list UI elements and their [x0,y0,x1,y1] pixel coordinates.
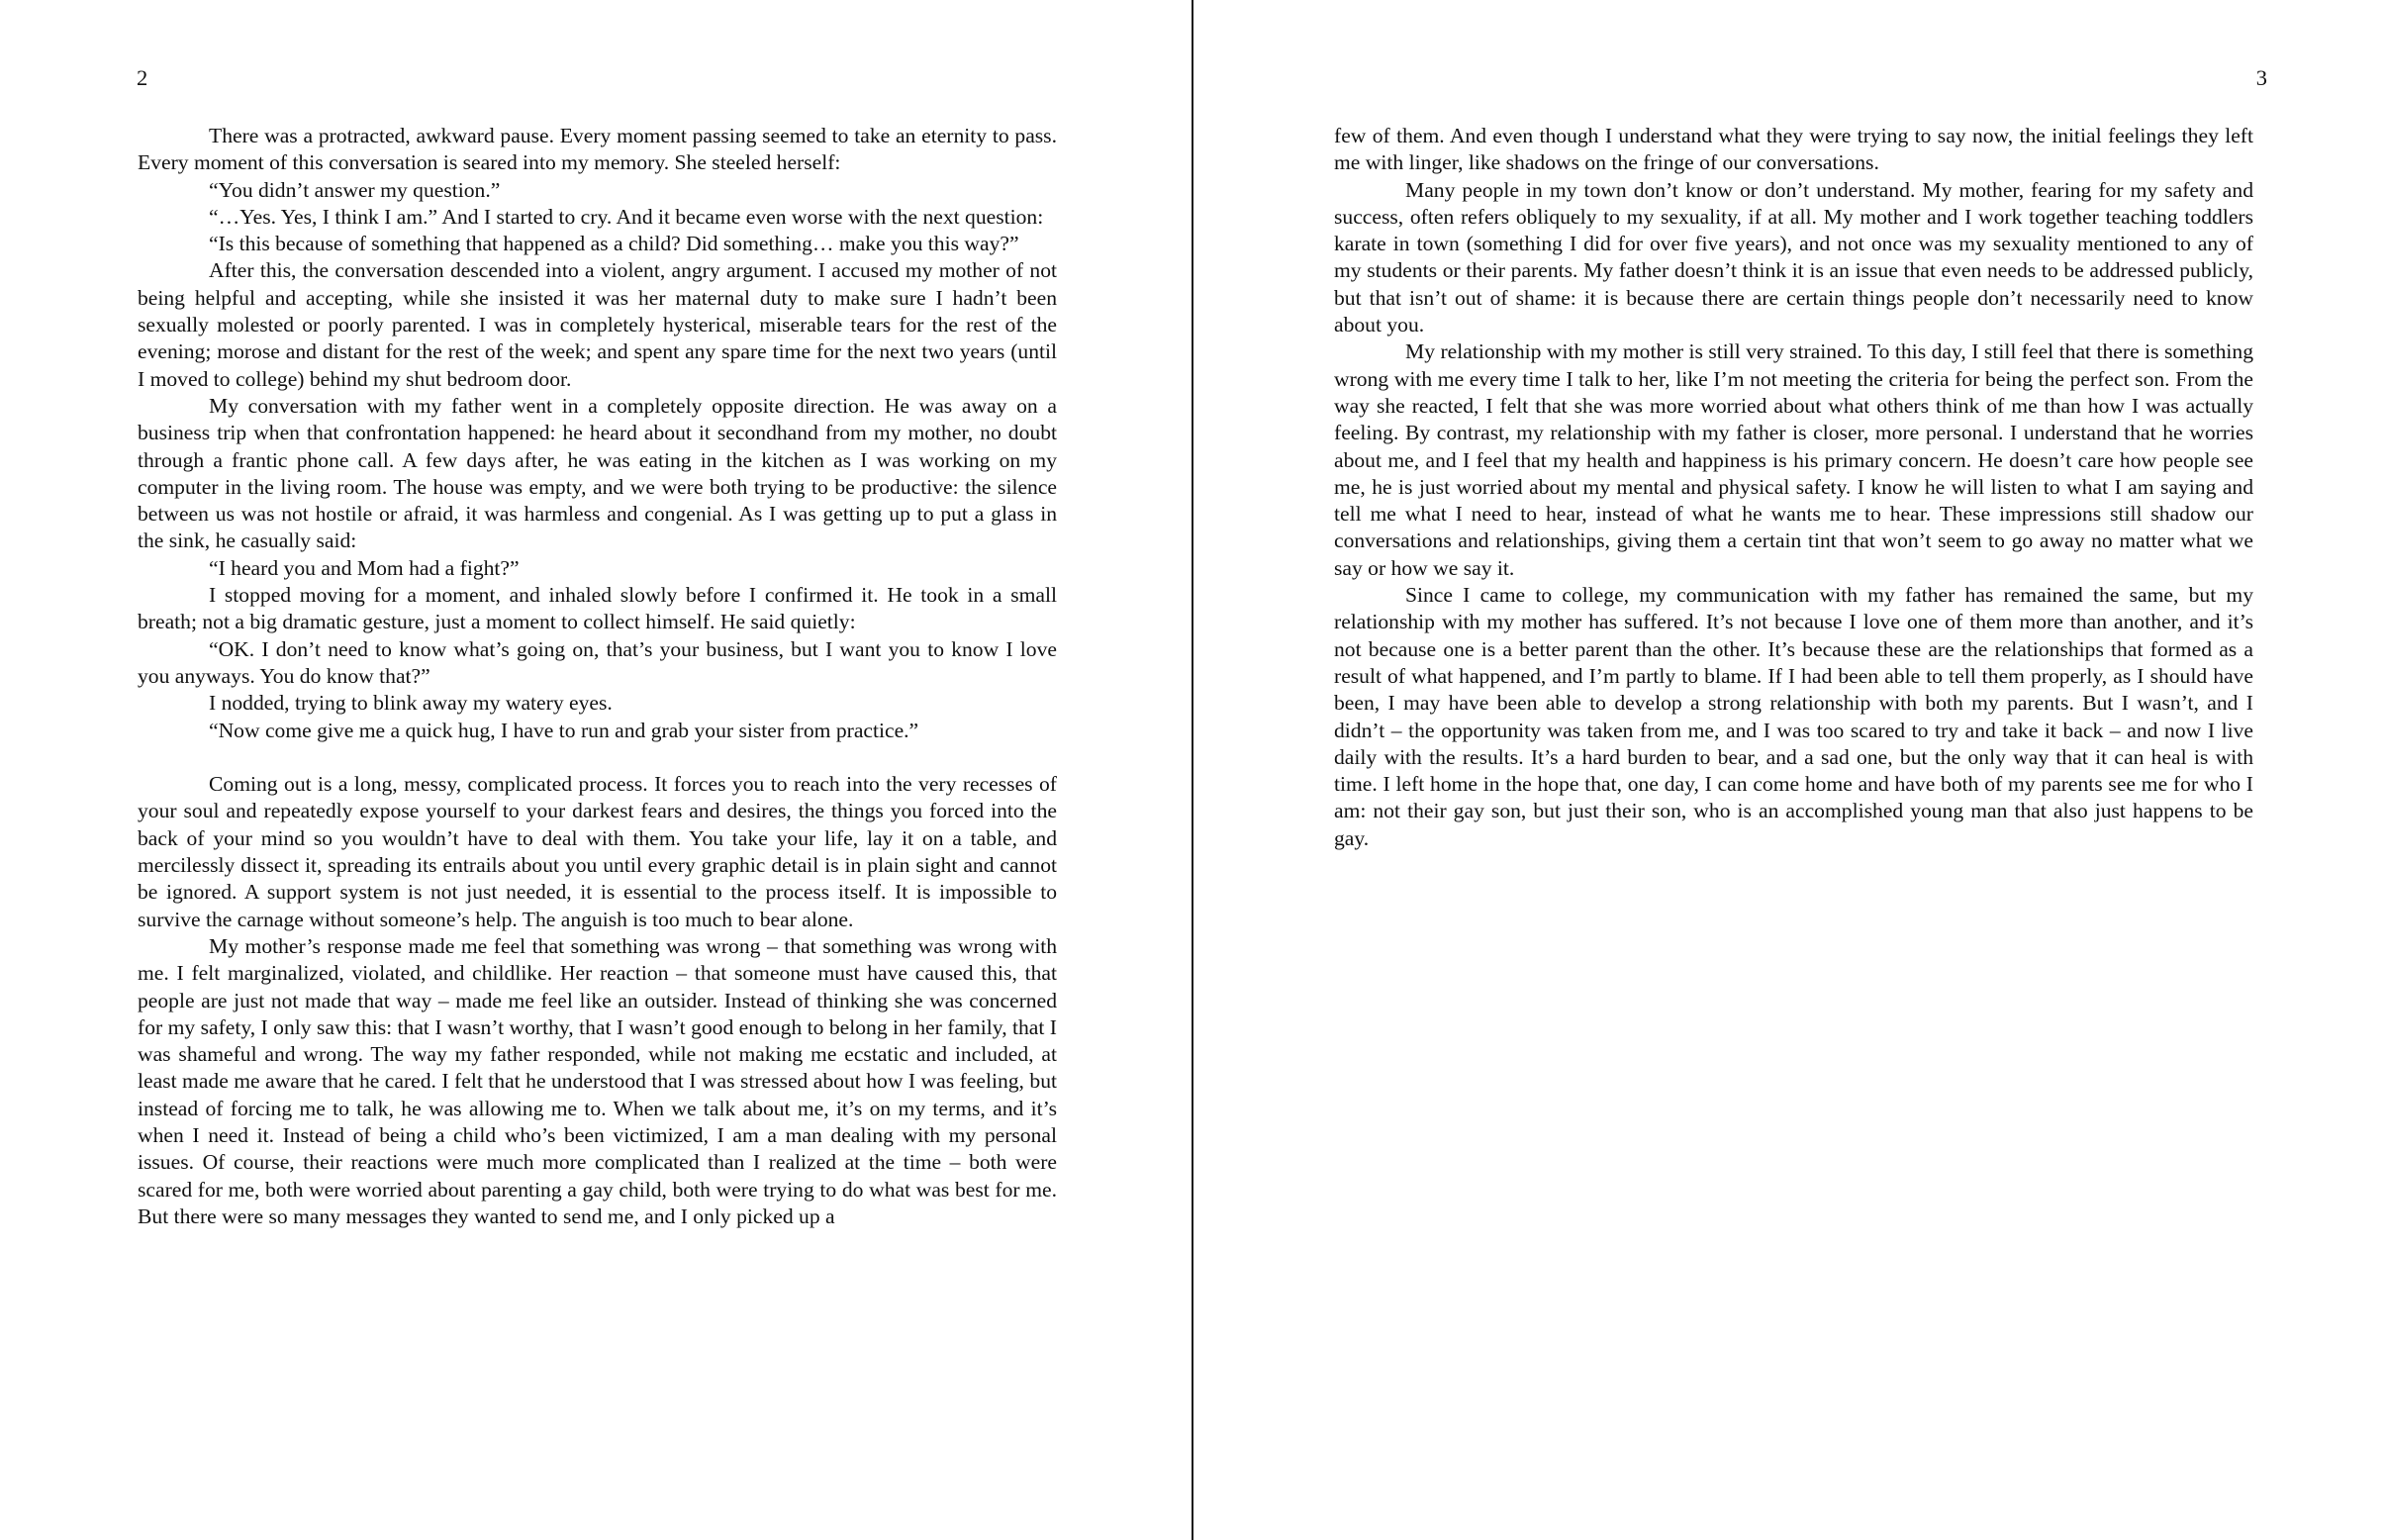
paragraph: There was a protracted, awkward pause. Every moment passing seemed to take an eternity to pass. Every moment of this conversation is seared into my memory. She steeled herself: [138,124,1057,175]
paragraph: “…Yes. Yes, I think I am.” And I started to cry. And it became even worse with the next question: [209,204,1044,229]
paragraph: “Now come give me a quick hug, I have to run and grab your sister from practice.” [209,718,919,742]
paragraph: Many people in my town don’t know or don’t understand. My mother, fearing for my safety and success, often refers obliquely to my sexuality, if at all. My mother and I work together teaching toddlers karate in town (something I did for over five years), and not once was my sexuality mentioned to any of my students or their parents. My father doesn’t think it is an issue that even needs to be addressed publicly, but that isn’t out of shame: it is because there are certain things people don’t necessarily need to know about you. [1334,177,2253,337]
page-number: 3 [2255,65,2267,90]
paragraph: “OK. I don’t need to know what’s going on, that’s your business, but I want you to know I love you anyways. You do know that?” [138,636,1057,688]
right-page [1193,0,2385,1540]
paragraph: Since I came to college, my communication with my father has remained the same, but my relationship with my mother has suffered. It’s not because I love one of them more than another, and it’s not because one is a better parent than the other. It’s because these are the relationships that formed as a result of what happened, and I’m partly to blame. If I had been able to tell them properly, as I should have been, I may have been able to develop a strong relationship with both my parents. But I wasn’t, and I didn’t – the opportunity was taken from me, and I was too scared to try and take it back – and now I live daily with the results. It’s a hard burden to bear, and a sad one, but the only way that it can heal is with time. I left home in the hope that, one day, I can come home and have both of my parents see me for who I am: not their gay son, but just their son, who is an accomplished young man that also just happens to be gay. [1334,583,2253,850]
paragraph: My conversation with my father went in a completely opposite direction. He was away on a business trip when that confrontation happened: he heard about it secondhand from my mother, no doubt through a frantic phone call. A few days after, he was eating in the kitchen as I was working on my computer in the living room. The house was empty, and we were both trying to be productive: the silence between us was not hostile or afraid, it was harmless and congenial. As I was getting up to put a glass in the sink, he casually said: [138,393,1057,553]
paragraph: “I heard you and Mom had a fight?” [209,555,520,580]
paragraph: I nodded, trying to blink away my watery eyes. [209,691,613,716]
left-page [0,0,1192,1540]
paragraph: “Is this because of something that happened as a child? Did something… make you this way?” [209,232,1019,256]
paragraph: My relationship with my mother is still very strained. To this day, I still feel that there is something wrong with me every time I talk to her, like I’m not meeting the criteria for being the perfect son. From the way she reacted, I felt that she was more worried about what others think of me than how I was actually feeling. By contrast, my relationship with my father is closer, more personal. I understand that he worries about me, and I feel that my health and happiness is his primary concern. He doesn’t care how people see me, he is just worried about my mental and physical safety. I know he will listen to what I am saying and tell me what I need to hear, instead of what he wants me to hear. These impressions still shadow our conversations and relationships, giving them a certain tint that won’t seem to go away no matter what we say or how we say it. [1334,339,2253,580]
paragraph: Coming out is a long, messy, complicated process. It forces you to reach into the very recesses of your soul and repeatedly expose yourself to your darkest fears and desires, the things you forced into the back of your mind so you wouldn’t have to deal with them. You take your life, lay it on a table, and mercilessly dissect it, spreading its entrails about you until every graphic detail is in plain sight and cannot be ignored. A support system is not just needed, it is essential to the process itself. It is impossible to survive the carnage without someone’s help. The anguish is too much to bear alone. [138,772,1057,931]
page-body [1334,123,2253,852]
paragraph: few of them. And even though I understand what they were trying to say now, the initial feelings they left me with linger, like shadows on the fringe of our conversations. [1334,124,2253,175]
page-body [138,123,1057,1230]
paragraph: My mother’s response made me feel that something was wrong – that something was wrong with me. I felt marginalized, violated, and childlike. Her reaction – that someone must have caused this, that people are just not made that way – made me feel like an outsider. Instead of thinking she was concerned for my safety, I only saw this: that I wasn’t worthy, that I wasn’t good enough to belong in her family, that I was shameful and wrong. The way my father responded, while not making me ecstatic and included, at least made me aware that he cared. I felt that he understood that I was stressed about how I was feeling, but instead of forcing me to talk, he was allowing me to. When we talk about me, it’s on my terms, and it’s when I need it. Instead of being a child who’s been victimized, I am a man dealing with my personal issues. Of course, their reactions were much more complicated than I realized at the time – both were scared for me, both were worried about parenting a gay child, both were trying to do what was best for me. But there were so many messages they wanted to send me, and I only picked up a [138,933,1057,1228]
page-number: 2 [137,65,148,90]
paragraph: After this, the conversation descended into a violent, angry argument. I accused my mother of not being helpful and accepting, while she insisted it was her maternal duty to make sure I hadn’t been sexually molested or poorly parented. I was in completely hysterical, miserable tears for the rest of the evening; morose and distant for the rest of the week; and spent any spare time for the next two years (until I moved to college) behind my shut bedroom door. [138,258,1057,391]
paragraph: I stopped moving for a moment, and inhaled slowly before I confirmed it. He took in a small breath; not a big dramatic gesture, just a moment to collect himself. He said quietly: [138,583,1057,634]
paragraph: “You didn’t answer my question.” [209,177,501,202]
